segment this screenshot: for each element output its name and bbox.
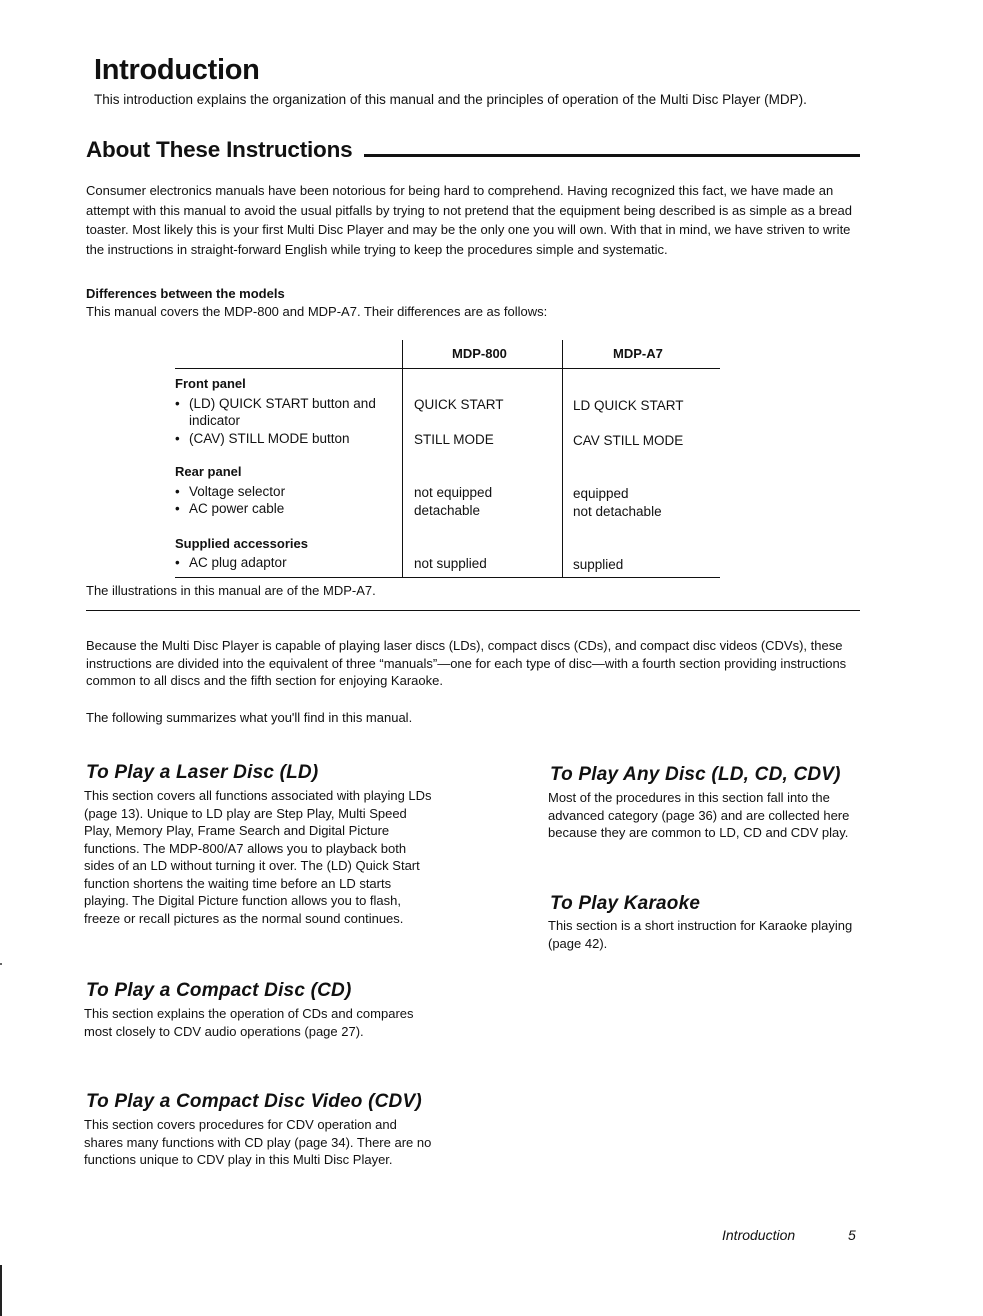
- intro-text: This introduction explains the organization of this manual and the principles of operation of the Multi Disc Player (MDP).: [94, 92, 807, 107]
- section-body-karaoke: This section is a short instruction for Karaoke playing (page 42).: [548, 918, 853, 951]
- group-supplied-accessories: Supplied accessories: [175, 536, 308, 551]
- section-body-any-disc: Most of the procedures in this section fall into the advanced category (page 36) and are collected here because they are common to LD, CD and CDV play.: [548, 790, 850, 840]
- table-cell: not detachable: [573, 504, 662, 519]
- section-body-cd: This section explains the operation of CDs and compares most closely to CDV audio operations (page 27).: [84, 1006, 414, 1039]
- differences-text: This manual covers the MDP-800 and MDP-A7. Their differences are as follows:: [86, 304, 548, 319]
- table-cell: detachable: [414, 503, 481, 518]
- table-cell: CAV STILL MODE: [573, 433, 684, 448]
- section-title-ld: To Play a Laser Disc (LD): [86, 762, 319, 783]
- page-title: Introduction: [94, 54, 260, 86]
- list-item: • (LD) QUICK START button and indicator: [175, 396, 376, 428]
- table-cell: LD QUICK START: [573, 398, 684, 413]
- table-cell: not supplied: [414, 556, 487, 571]
- about-heading: About These Instructions: [86, 137, 353, 162]
- table-cell: not equipped: [414, 485, 493, 500]
- section-title-any-disc: To Play Any Disc (LD, CD, CDV): [550, 764, 841, 785]
- group-rear-panel: Rear panel: [175, 464, 242, 479]
- table-divider: [562, 340, 563, 577]
- section-rule: [86, 610, 860, 611]
- page-number: 5: [848, 1227, 856, 1243]
- column-header-mdpa7: MDP-A7: [613, 346, 663, 361]
- about-paragraph: Consumer electronics manuals have been notorious for being hard to comprehend. Having recognized this fact, we have made an attempt with this manual to avoid the usual pitfalls by trying to not pretend that the equipment being described is as simple as a bread toaster. Most likely this is your first Multi Disc Player and may be the only one you will own. With that in mind, we have striven to write the instructions in straight-forward English while trying to keep the procedures simple and systematic.: [86, 183, 852, 257]
- section-title-karaoke: To Play Karaoke: [550, 893, 701, 914]
- illustrations-note: The illustrations in this manual are of the MDP-A7.: [86, 583, 376, 598]
- table-header-rule: [175, 368, 720, 369]
- table-bottom-rule: [175, 577, 720, 578]
- list-item: • AC power cable: [175, 501, 285, 516]
- table-divider: [402, 340, 403, 577]
- list-item: • AC plug adaptor: [175, 555, 287, 570]
- scan-edge-mark: [0, 1265, 2, 1316]
- column-header-mdp800: MDP-800: [452, 346, 507, 361]
- list-item: • (CAV) STILL MODE button: [175, 431, 350, 446]
- scan-speck: [0, 963, 2, 965]
- table-cell: QUICK START: [414, 397, 504, 412]
- footer-label: Introduction: [722, 1227, 796, 1243]
- summary-intro: The following summarizes what you'll find in this manual.: [86, 710, 413, 725]
- differences-heading: Differences between the models: [86, 286, 285, 301]
- list-item: • Voltage selector: [175, 484, 286, 499]
- heading-rule: [364, 154, 860, 157]
- table-cell: STILL MODE: [414, 432, 494, 447]
- group-front-panel: Front panel: [175, 376, 246, 391]
- table-cell: equipped: [573, 486, 629, 501]
- table-cell: supplied: [573, 557, 624, 572]
- section-body-ld: This section covers all functions associated with playing LDs (page 13). Unique to LD play are Step Play, Multi Speed Play, Memory Play, Frame Search and Digital Picture functions. The MDP-800/A7 allows you to playback both sides of an LD without turning it over. The (LD) Quick Start function shortens the waiting time before an LD starts playing. The Digital Picture function allows you to flash, freeze or recall pictures as the normal sound continues.: [84, 788, 432, 926]
- overview-paragraph: Because the Multi Disc Player is capable of playing laser discs (LDs), compact discs (CDs), and compact disc videos (CDVs), these instructions are divided into the equivalent of three “manuals”—one for each type of disc—with a fourth section providing instructions common to all discs and the fifth section for enjoying Karaoke.: [86, 638, 847, 688]
- section-title-cdv: To Play a Compact Disc Video (CDV): [86, 1091, 422, 1112]
- section-title-cd: To Play a Compact Disc (CD): [86, 980, 352, 1001]
- section-body-cdv: This section covers procedures for CDV operation and shares many functions with CD play (page 34). There are no functions unique to CDV play in this Multi Disc Player.: [84, 1117, 432, 1167]
